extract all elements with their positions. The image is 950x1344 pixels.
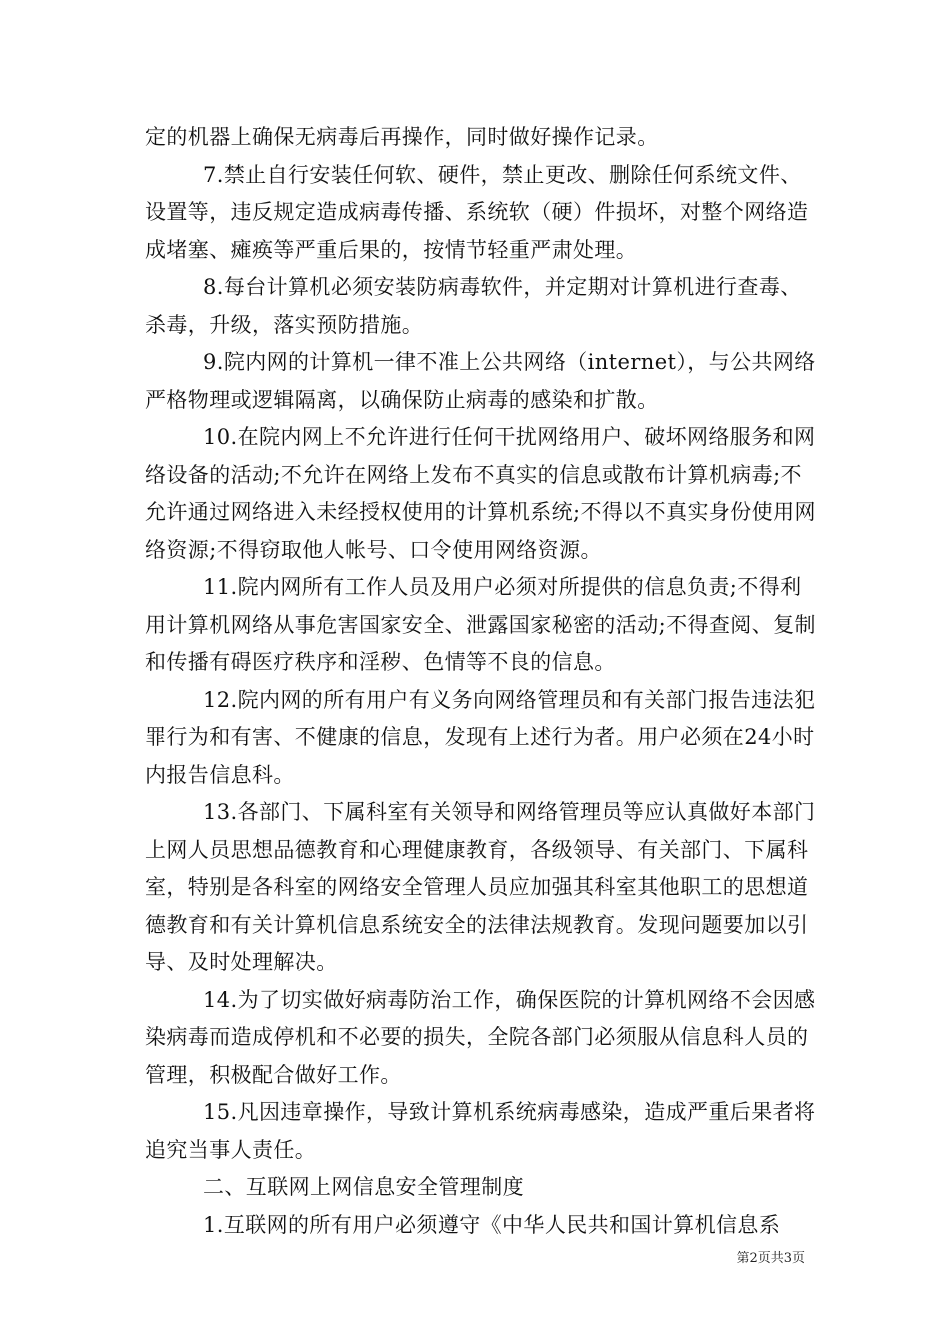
section-heading: 二、互联网上网信息安全管理制度	[203, 1175, 524, 1199]
paragraph-11: 1.互联网的所有用户必须遵守《中华人民共和国计算机信息系	[203, 1212, 781, 1237]
document-body	[145, 119, 820, 1244]
paragraph-8: 13.各部门、下属科室有关领导和网络管理员等应认真做好本部门上网人员思想品德教育和心理健康教育，各级领导、有关部门、下属科室，特别是各科室的网络安全管理人员应加强其科室其他职工的思想道德教育和有关计算机信息系统安全的法律法规教育。发现问题要加以引导、及时处理解决。	[145, 800, 816, 974]
paragraph-10: 15.凡因违章操作，导致计算机系统病毒感染，造成严重后果者将追究当事人责任。	[145, 1100, 816, 1162]
paragraph-6: 11.院内网所有工作人员及用户必须对所提供的信息负责;不得利用计算机网络从事危害国家安全、泄露国家秘密的活动;不得查阅、复制和传播有碍医疗秩序和淫秽、色情等不良的信息。	[145, 575, 816, 674]
paragraph-4: 9.院内网的计算机一律不准上公共网络（internet），与公共网络严格物理或逻辑隔离，以确保防止病毒的感染和扩散。	[145, 350, 816, 412]
paragraph-3: 8.每台计算机必须安装防病毒软件，并定期对计算机进行查毒、杀毒，升级，落实预防措施。	[145, 275, 802, 337]
paragraph-2: 7.禁止自行安装任何软、硬件，禁止更改、删除任何系统文件、设置等，违反规定造成病毒传播、系统软（硬）件损坏，对整个网络造成堵塞、瘫痪等严重后果的，按情节轻重严肃处理。	[145, 162, 809, 262]
paragraph-1: 定的机器上确保无病毒后再操作，同时做好操作记录。	[145, 125, 659, 149]
page-number-footer: 第2页共3页	[736, 1251, 805, 1266]
paragraph-9: 14.为了切实做好病毒防治工作，确保医院的计算机网络不会因感染病毒而造成停机和不必要的损失，全院各部门必须服从信息科人员的管理，积极配合做好工作。	[145, 987, 816, 1087]
paragraph-7: 12.院内网的所有用户有义务向网络管理员和有关部门报告违法犯罪行为和有害、不健康的信息，发现有上述行为者。用户必须在24小时内报告信息科。	[145, 687, 816, 787]
paragraph-5: 10.在院内网上不允许进行任何干扰网络用户、破坏网络服务和网络设备的活动;不允许在网络上发布不真实的信息或散布计算机病毒;不允许通过网络进入未经授权使用的计算机系统;不得以不真实身份使用网络资源;不得窃取他人帐号、口令使用网络资源。	[145, 425, 816, 562]
